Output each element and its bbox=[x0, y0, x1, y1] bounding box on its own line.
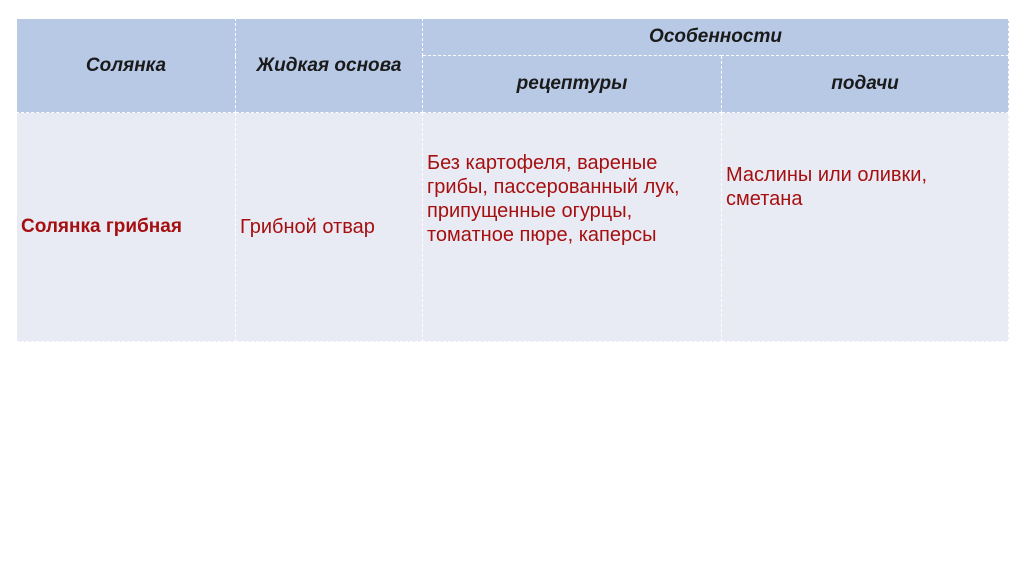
header-recipe: рецептуры bbox=[423, 56, 722, 113]
cell-soup-name: Солянка грибная bbox=[17, 113, 236, 342]
header-serving: подачи bbox=[722, 56, 1009, 113]
table-row bbox=[17, 113, 1009, 342]
header-soup: Солянка bbox=[17, 19, 236, 113]
cell-serving: Маслины или оливки, сметана bbox=[722, 113, 1009, 342]
solyanka-table bbox=[16, 18, 1009, 342]
cell-liquid-base: Грибной отвар bbox=[236, 113, 423, 342]
cell-recipe: Без картофеля, вареные грибы, пассерованный лук, припущенные огурцы, томатное пюре, каперсы bbox=[423, 113, 722, 342]
header-features: Особенности bbox=[423, 19, 1009, 56]
header-liquid-base: Жидкая основа bbox=[236, 19, 423, 113]
